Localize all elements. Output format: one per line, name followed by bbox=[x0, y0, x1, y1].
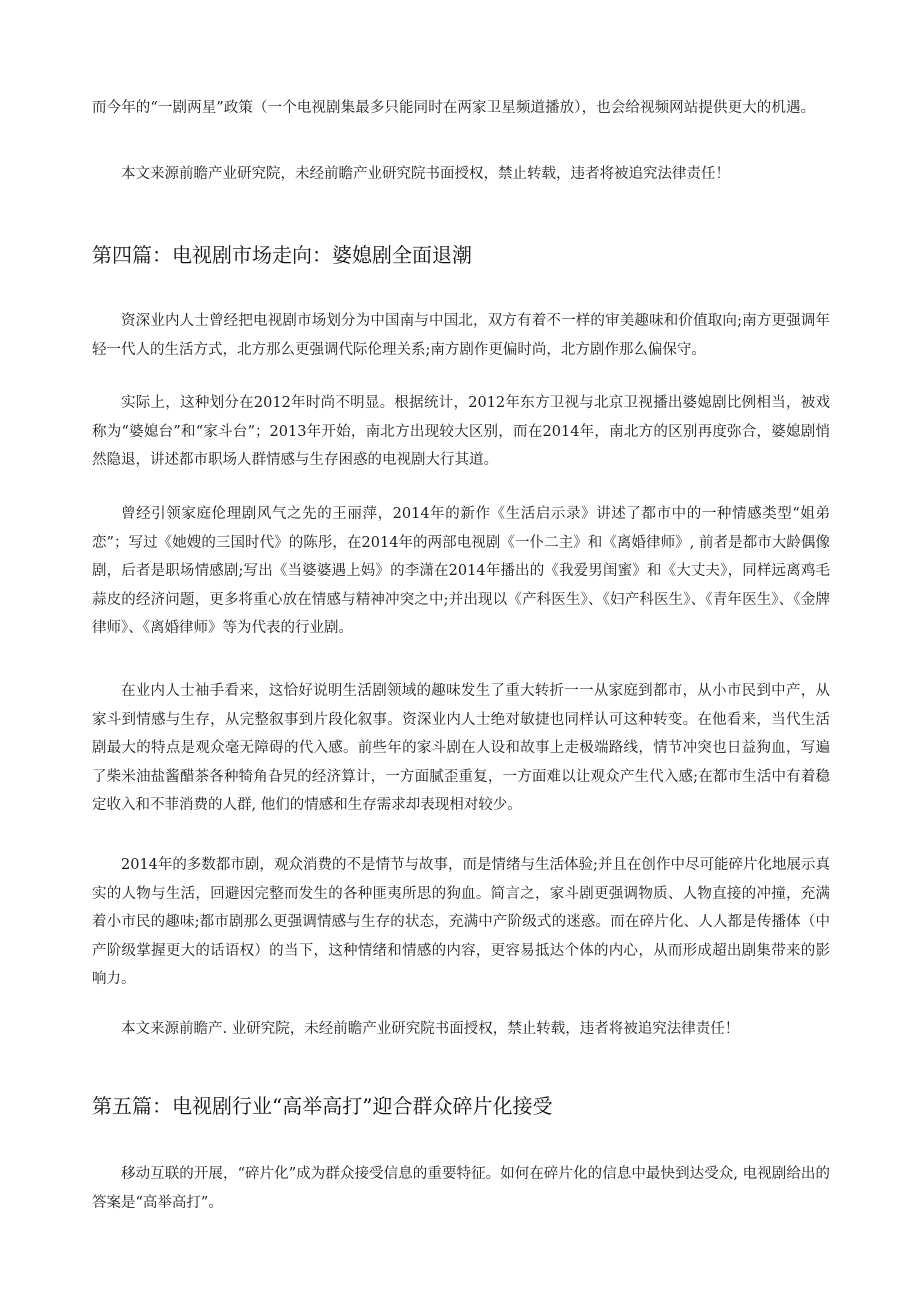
section-heading-5: 第五篇：电视剧行业“高举高打”迎合群众碎片化接受 bbox=[92, 1094, 553, 1118]
body-paragraph: 资深业内人士曾经把电视剧市场划分为中国南与中国北，双方有着不一样的审美趣味和价值取向;南方更强调年轻一代人的生活方式，北方那么更强调代际伦理关系;南方剧作更偏时尚，北方剧作那么偏保守。 bbox=[92, 313, 830, 358]
section-heading-4: 第四篇：电视剧市场走向：婆媳剧全面退潮 bbox=[92, 243, 472, 267]
body-paragraph: 实际上，这种划分在2012年时尚不明显。根据统计，2012年东方卫视与北京卫视播出婆媳剧比例相当，被戏称为“婆媳台”和“家斗台”；2013年开始，南北方出现较大区别，而在2014年，南北方的区别再度弥合，婆媳剧悄然隐退，讲述都市职场人群情感与生存困惑的电视剧大行其道。 bbox=[92, 395, 830, 468]
body-paragraph: 2014年的多数都市剧，观众消费的不是情节与故事，而是情绪与生活体验;并且在创作中尽可能碎片化地展示真实的人物与生活，回避因完整而发生的各种匪夷所思的狗血。简言之，家斗剧更强调物质、人物直接的冲撞，充满着小市民的趣味;都市剧那么更强调情感与生存的状态，充满中产阶级式的迷惑。而在碎片化、人人都是传播体（中产阶级掌握更大的话语权）的当下，这种情绪和情感的内容，更容易抵达个体的内心，从而形成超出剧集带来的影响力。 bbox=[92, 857, 830, 987]
copyright-notice: 本文来源前瞻产业研究院，未经前瞻产业研究院书面授权，禁止转载，违者将被追究法律责任！ bbox=[121, 166, 730, 182]
intro-paragraph: 而今年的“一剧两星”政策（一个电视剧集最多只能同时在两家卫星频道播放），也会给视频网站提供更大的机遇。 bbox=[92, 100, 816, 116]
copyright-notice: 本文来源前瞻产. 业研究院，未经前瞻产业研究院书面授权，禁止转载，违者将被追究法律责任！ bbox=[121, 1021, 740, 1037]
body-paragraph: 移动互联的开展，“碎片化”成为群众接受信息的重要特征。如何在碎片化的信息中最快到达受众, 电视剧给出的答案是“高举高打”。 bbox=[92, 1166, 830, 1211]
body-paragraph: 曾经引领家庭伦理剧风气之先的王丽萍，2014年的新作《生活启示录》讲述了都市中的一种情感类型“姐弟恋”；写过《她嫂的三国时代》的陈彤，在2014年的两部电视剧《一仆二主》和《离婚律师》, 前者是都市大龄偶像剧，后者是职场情感剧;写出《当婆婆遇上妈》的李潇在2014年播出的《我爱男闺蜜》和《大丈夫》，同样远离鸡毛蒜皮的经济问题，更多将重心放在情感与精神冲突之中;并出现以《产科医生》、《妇产科医生》、《青年医生》、《金牌律师》、《离婚律师》等为代表的行业剧。 bbox=[92, 506, 830, 636]
body-paragraph: 在业内人士袖手看来，这恰好说明生活剧领域的趣味发生了重大转折一一从家庭到都市，从小市民到中产，从家斗到情感与生存，从完整叙事到片段化叙事。资深业内人士绝对敏捷也同样认可这种转变。在他看来，当代生活剧最大的特点是观众毫无障碍的代入感。前些年的家斗剧在人设和故事上走极端路线，情节冲突也日益狗血，写遍了柴米油盐酱醋茶各种犄角旮旯的经济算计，一方面腻歪重复，一方面难以让观众产生代入感;在都市生活中有着稳定收入和不菲消费的人群, 他们的情感和生存需求却表现相对较少。 bbox=[92, 683, 830, 813]
